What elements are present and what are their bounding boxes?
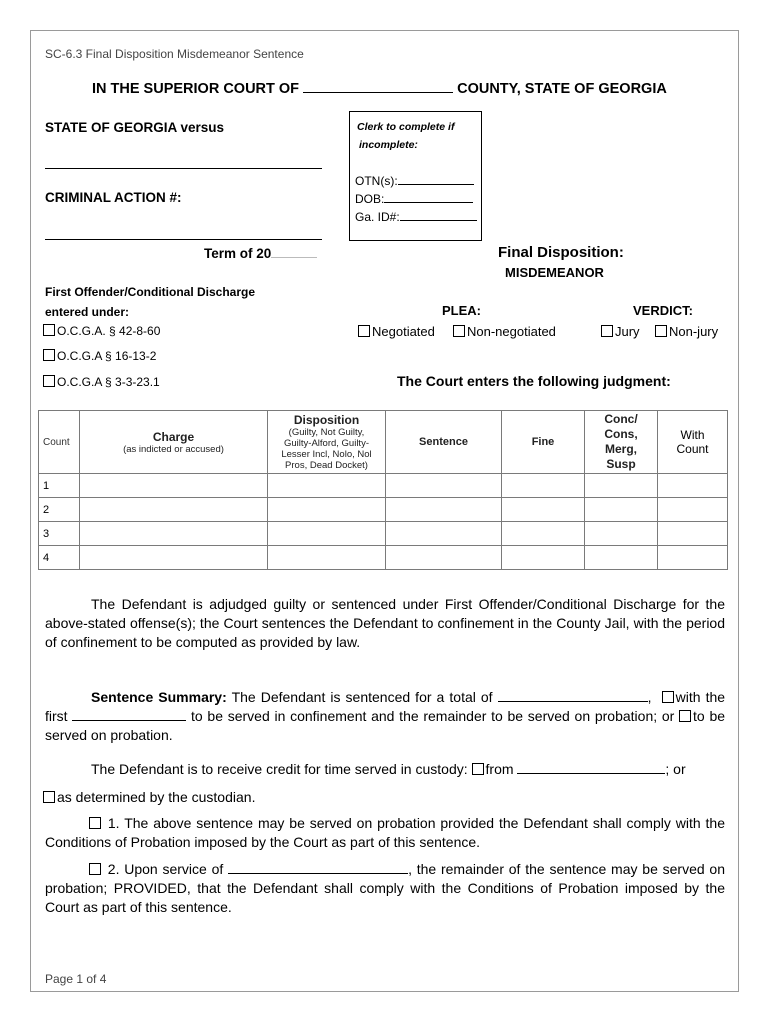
verdict-non-jury-label: Non-jury [669,324,719,339]
otn-field[interactable] [398,184,474,185]
with-count-cell[interactable] [658,522,728,546]
plea-negotiated-label: Negotiated [372,324,435,339]
first-offender-heading: First Offender/Conditional Discharge [45,285,256,299]
form-id: SC-6.3 Final Disposition Misdemeanor Sentence [45,47,304,61]
checkbox-icon[interactable] [89,863,101,875]
clerk-note-1: Clerk to complete if [357,121,455,133]
option-2-paragraph [45,860,725,917]
confinement-field[interactable] [72,720,186,721]
header-fine: Fine [502,411,585,474]
clerk-note-2: incomplete: [359,139,418,151]
defendant-field[interactable] [45,168,322,169]
term-year-field[interactable] [271,247,317,258]
checkbox-icon[interactable] [679,710,691,722]
adjudged-paragraph: The Defendant is adjudged guilty or sentenced under First Offender/Conditional Discharge for the above-stated offense(s); the Court sentences the Defendant to confinement in the County Jail, with the period of confinement to be computed as provided by law. [45,596,725,650]
header-conc-4: Susp [606,457,636,471]
fo-option-3[interactable] [43,375,160,389]
charge-cell[interactable] [80,498,268,522]
plea-negotiated[interactable] [358,324,435,339]
credit-from: from [485,761,514,777]
charge-cell[interactable] [80,546,268,570]
fo-option-2[interactable] [43,349,156,363]
verdict-jury[interactable] [601,324,640,339]
with-count-cell[interactable] [658,498,728,522]
charge-cell[interactable] [80,522,268,546]
otn-label: OTN(s): [355,174,398,188]
table-row [39,498,728,522]
verdict-label: VERDICT: [633,303,693,318]
sentence-cell[interactable] [386,474,502,498]
court-title [92,80,667,97]
header-with: With [680,428,705,442]
clerk-box [349,111,482,241]
option-2-text-b: , the remainder of the sentence may be served on probation; PROVIDED, that the Defendant shall comply with the Conditions of Probation imposed by the Court as part of this sentence. [45,861,725,915]
county-field[interactable] [303,80,453,93]
checkbox-icon[interactable] [89,817,101,829]
table-row [39,546,728,570]
entered-under: entered under: [45,305,130,319]
court-suffix: COUNTY, STATE OF GEORGIA [457,81,667,97]
checkbox-icon[interactable] [472,763,484,775]
checkbox-icon[interactable] [655,325,667,337]
otn-row [355,174,474,188]
option-2-text-a: 2. Upon service of [107,861,224,877]
option-1-paragraph [45,814,725,852]
header-with-count-label: Count [676,442,709,456]
option-1-text: 1. The above sentence may be served on probation provided the Defendant shall comply with the Conditions of Probation imposed by the Court as part of this sentence. [45,815,725,850]
table-header-row [39,411,728,474]
fo-option-2-label: O.C.G.A § 16-13-2 [57,349,157,363]
checkbox-icon[interactable] [662,691,674,703]
disposition-title: Final Disposition: [498,244,624,261]
with-count-cell[interactable] [658,546,728,570]
row-count: 4 [39,546,80,570]
fine-cell[interactable] [502,474,585,498]
summary-text-2: to be served in confinement and the remainder to be served on probation; [191,708,658,724]
table-row [39,474,728,498]
credit-line [91,761,686,777]
sentence-cell[interactable] [386,498,502,522]
judgment-heading: The Court enters the following judgment: [397,373,671,389]
summary-or: or [661,708,675,724]
fo-option-1[interactable] [43,324,160,338]
term-label [204,246,317,261]
fo-option-3-label: O.C.G.A § 3-3-23.1 [57,375,160,389]
header-disposition-sub3: Lesser Incl, Nolo, Nol [281,449,372,460]
disposition-cell[interactable] [268,474,386,498]
row-count: 2 [39,498,80,522]
credit-or: ; or [665,761,686,777]
service-field[interactable] [228,873,408,874]
header-disposition-sub2: Guilty-Alford, Guilty- [284,438,369,449]
checkbox-icon[interactable] [453,325,465,337]
verdict-jury-label: Jury [615,324,640,339]
disposition-cell[interactable] [268,522,386,546]
summary-first: the first [45,689,726,724]
header-disposition-title: Disposition [293,413,360,427]
header-conc-1: Conc/ [604,412,638,426]
court-prefix: IN THE SUPERIOR COURT OF [92,81,300,97]
verdict-non-jury[interactable] [655,324,718,339]
gaid-label: Ga. ID#: [355,210,400,224]
fine-cell[interactable] [502,546,585,570]
header-with-count [658,411,728,474]
header-charge-title: Charge [152,429,195,444]
criminal-action-field[interactable] [45,239,322,240]
plea-non-negotiated-label: Non-negotiated [467,324,556,339]
conc-cell[interactable] [585,474,658,498]
sentence-cell[interactable] [386,546,502,570]
dob-field[interactable] [384,202,473,203]
summary-probation: to be served on probation. [45,708,726,743]
plea-label: PLEA: [442,303,481,318]
header-disposition [268,411,386,474]
header-charge [80,411,268,474]
criminal-action-label: CRIMINAL ACTION #: [45,190,182,205]
charges-table [38,410,728,570]
fine-cell[interactable] [502,498,585,522]
dob-row [355,192,473,206]
header-sentence: Sentence [386,411,502,474]
charge-cell[interactable] [80,474,268,498]
credit-from-field[interactable] [517,773,665,774]
fine-cell[interactable] [502,522,585,546]
custodian-line [43,789,255,805]
checkbox-icon[interactable] [358,325,370,337]
fo-option-1-label: O.C.G.A. § 42-8-60 [57,324,161,338]
disposition-cell[interactable] [268,498,386,522]
checkbox-icon[interactable] [43,349,55,361]
gaid-field[interactable] [400,220,477,221]
conc-cell[interactable] [585,546,658,570]
header-conc [585,411,658,474]
header-charge-sub: (as indicted or accused) [123,443,224,455]
disposition-type: MISDEMEANOR [505,265,604,280]
summary-text-1: The Defendant is sentenced for a total of [231,689,493,705]
sentence-summary: Sentence Summary: The Defendant is sentenced for a total of , with the first to be served in confinement and the remainder to be served on probation; or to be served on probation. [45,689,726,743]
plea-non-negotiated[interactable] [453,324,556,339]
checkbox-icon[interactable] [601,325,613,337]
total-sentence-field[interactable] [498,701,648,702]
header-count: Count [39,411,80,474]
term-text: Term of 20 [204,246,272,261]
checkbox-icon[interactable] [43,375,55,387]
summary-label: Sentence Summary: [91,689,227,705]
dob-label: DOB: [355,192,385,206]
sentence-cell[interactable] [386,522,502,546]
row-count: 3 [39,522,80,546]
credit-text: The Defendant is to receive credit for time served in custody: [91,761,468,777]
header-conc-3: Merg, [604,442,637,456]
disposition-cell[interactable] [268,546,386,570]
custodian-text: as determined by the custodian. [57,789,256,805]
with-count-cell[interactable] [658,474,728,498]
gaid-row [355,210,477,224]
header-disposition-sub1: (Guilty, Not Guilty, [288,427,365,438]
state-versus: STATE OF GEORGIA versus [45,120,225,135]
header-disposition-sub4: Pros, Dead Docket) [285,460,368,471]
page-number: Page 1 of 4 [45,972,107,986]
checkbox-icon[interactable] [43,791,55,803]
summary-with: with [675,689,701,705]
checkbox-icon[interactable] [43,324,55,336]
conc-cell[interactable] [585,522,658,546]
header-conc-2: Cons, [604,427,638,441]
conc-cell[interactable] [585,498,658,522]
row-count: 1 [39,474,80,498]
table-row [39,522,728,546]
